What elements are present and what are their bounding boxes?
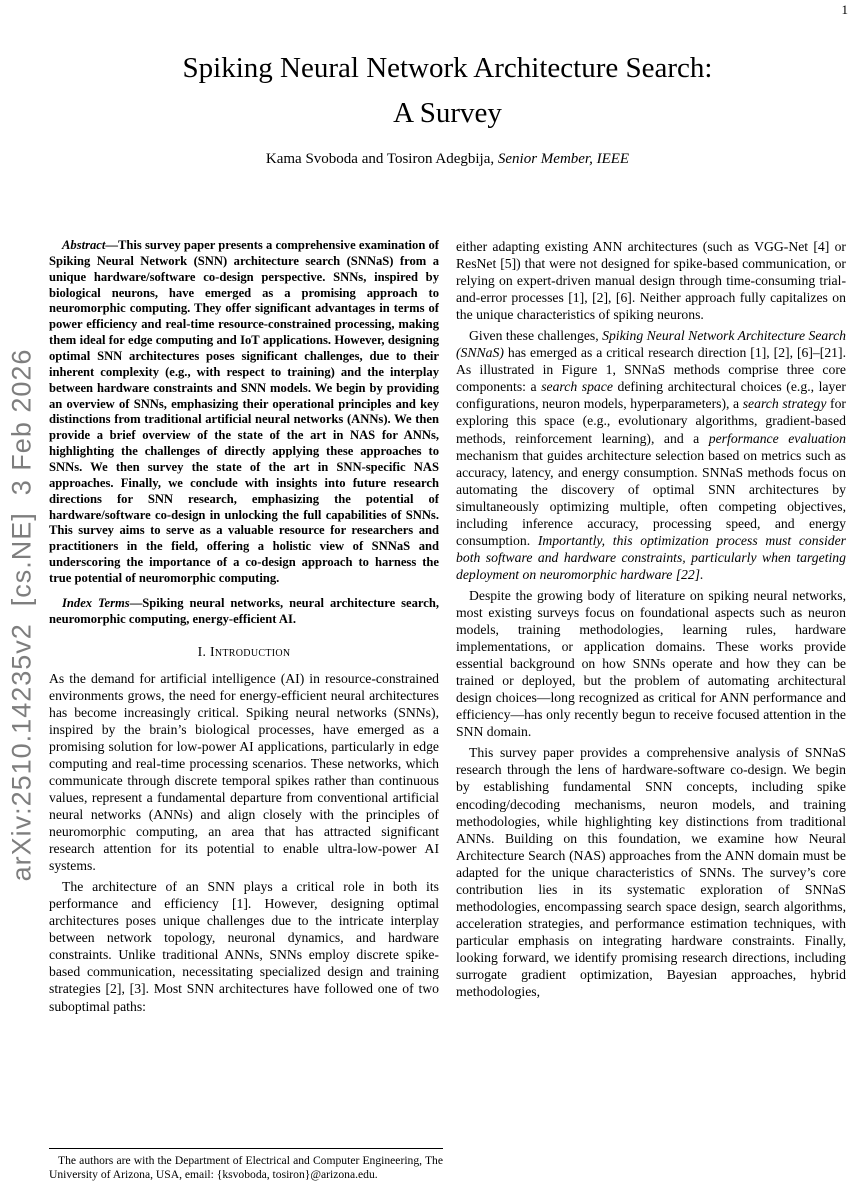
- footnote-rule: [49, 1148, 443, 1149]
- paper-content: [49, 0, 846, 1145]
- body-column-left: [49, 238, 439, 1145]
- arxiv-watermark: arXiv:2510.14235v2 [cs.NE] 3 Feb 2026: [6, 348, 37, 882]
- author-names: Kama Svoboda and Tosiron Adegbija,: [265, 151, 498, 167]
- intro-paragraph-2: The architecture of an SNN plays a critical role in both its performance and efficiency [1]. However, designing optimal architectures poses unique challenges due to the intricate interplay between network topology, neuronal dynamics, and hardware constraints. Unlike traditional ANNs, SNNs employ discrete spike-based communication, necessitating specialized design and training strategies [2], [3]. Most SNN architectures have followed one of two suboptimal paths:: [49, 879, 439, 1014]
- paragraph-contribution: This survey paper provides a comprehensive analysis of SNNaS research through the lens of hardware-software co-design. We begin by establishing fundamental SNN concepts, including spike encoding/decoding mechanisms, neuron models, and training methodologies, while highlighting key distinctions from traditional ANNs. Building on this foundation, we examine how Neural Architecture Search (NAS) approaches from the ANN domain must be adapted for the unique characteristics of SNNs. The survey’s core contribution lies in its systematic exploration of SNNaS methodologies, encompassing search space design, search algorithms, acceleration strategies, and performance estimation techniques, with particular emphasis on integrating hardware constraints. Finally, looking forward, we identify promising research directions, including surrogate gradient optimization, Bayesian approaches, hybrid methodologies,: [456, 745, 846, 1000]
- two-column-body: [49, 238, 846, 1145]
- index-terms: Index Terms—Spiking neural networks, neural architecture search, neuromorphic computing, energy-efficient AI.: [49, 595, 439, 626]
- paragraph-existing-surveys: Despite the growing body of literature on spiking neural networks, most existing surveys focus on foundational aspects such as neuron models, training methodologies, learning rules, hardware implementations, or application domains. These works provide essential background on how SNNs operate and how they can be trained or deployed, but the problem of automating architectural design choices—long recognized as critical for ANN performance and efficiency—has only recently begun to receive focused attention in the SNN domain.: [456, 587, 846, 740]
- author-line: [49, 151, 846, 168]
- intro-paragraph-1: As the demand for artificial intelligence (AI) in resource-constrained environments grows, the need for energy-efficient neural architectures has become increasingly critical. Spiking neural networks (SNNs), inspired by the brain’s biological processes, have emerged as a promising solution for low-power AI applications, particularly in edge computing and real-time processing scenarios. These networks, which communicate through discrete temporal spikes rather than continuous values, represent a fundamental departure from conventional artificial neural networks (ANNs) and align closely with the principles of neuromorphic computing, an area that has attracted significant research attention for its potential to enable ultra-low-power AI systems.: [49, 670, 439, 874]
- author-footnote: [49, 1148, 443, 1182]
- author-membership: Senior Member, IEEE: [497, 151, 630, 167]
- footnote-text: The authors are with the Department of Electrical and Computer Engineering, The University of Arizona, USA, email: {ksvoboda, tosiron}@arizona.edu.: [49, 1154, 443, 1182]
- title-line-2: A Survey: [393, 97, 502, 129]
- abstract: Abstract—This survey paper presents a comprehensive examination of Spiking Neural Network (SNN) architecture search (SNNaS) from a unique hardware/software co-design perspective. SNNs, inspired by biological neurons, have emerged as a promising approach to neuromorphic computing. They offer significant advantages in terms of power efficiency and real-time resource-constrained processing, making them ideal for edge computing and IoT applications. However, designing optimal SNN architectures poses significant challenges, due to their inherent complexity (e.g., with respect to training) and the interplay between hardware constraints and SNN models. We begin by providing an overview of SNNs, emphasizing their operational principles and key distinctions from traditional artificial neural networks (ANNs). We then provide a brief overview of the state of the art in NAS for ANNs, highlighting the challenges of directly applying these approaches to SNNs. We then survey the state of the art in SNN-specific NAS approaches. Finally, we conclude with insights into future research directions for SNN research, emphasizing the potential of hardware/software co-design in unlocking the full capabilities of SNNs. This survey aims to serve as a valuable resource for researchers and practitioners in the field, offering a holistic view of SNNaS and underscoring the importance of a co-design approach to harness the true potential of neuromorphic computing.: [49, 238, 439, 586]
- title-line-1: Spiking Neural Network Architecture Search:: [182, 52, 713, 84]
- paper-title: [49, 46, 846, 136]
- paragraph-snnas-overview: Given these challenges, Spiking Neural Network Architecture Search (SNNaS) has emerged as a critical research direction [1], [2], [6]–[21]. As illustrated in Figure 1, SNNaS methods comprise three core components: a search space defining architectural choices (e.g., layer configurations, neuron models, hyperparameters), a search strategy for exploring this space (e.g., evolutionary algorithms, gradient-based methods, reinforcement learning), and a performance evaluation mechanism that guides architecture selection based on metrics such as accuracy, latency, and energy consumption. SNNaS methods focus on automating the discovery of optimal SNN architectures by simultaneously optimizing multiple, often competing objectives, including inference accuracy, processing speed, and energy consumption. Importantly, this optimization process must consider both software and hardware constraints, particularly when targeting deployment on neuromorphic hardware [22].: [456, 328, 847, 582]
- paragraph-continuation: either adapting existing ANN architectures (such as VGG-Net [4] or ResNet [5]) that were not designed for spike-based communication, or relying on expert-driven manual design through time-consuming trial-and-error processes [1], [2], [6]. Neither approach fully capitalizes on the unique characteristics of spiking neurons.: [456, 239, 846, 323]
- page-number: 1: [841, 2, 848, 17]
- body-column-right: [456, 238, 846, 1000]
- section-heading-introduction: I. Introduction: [197, 643, 291, 659]
